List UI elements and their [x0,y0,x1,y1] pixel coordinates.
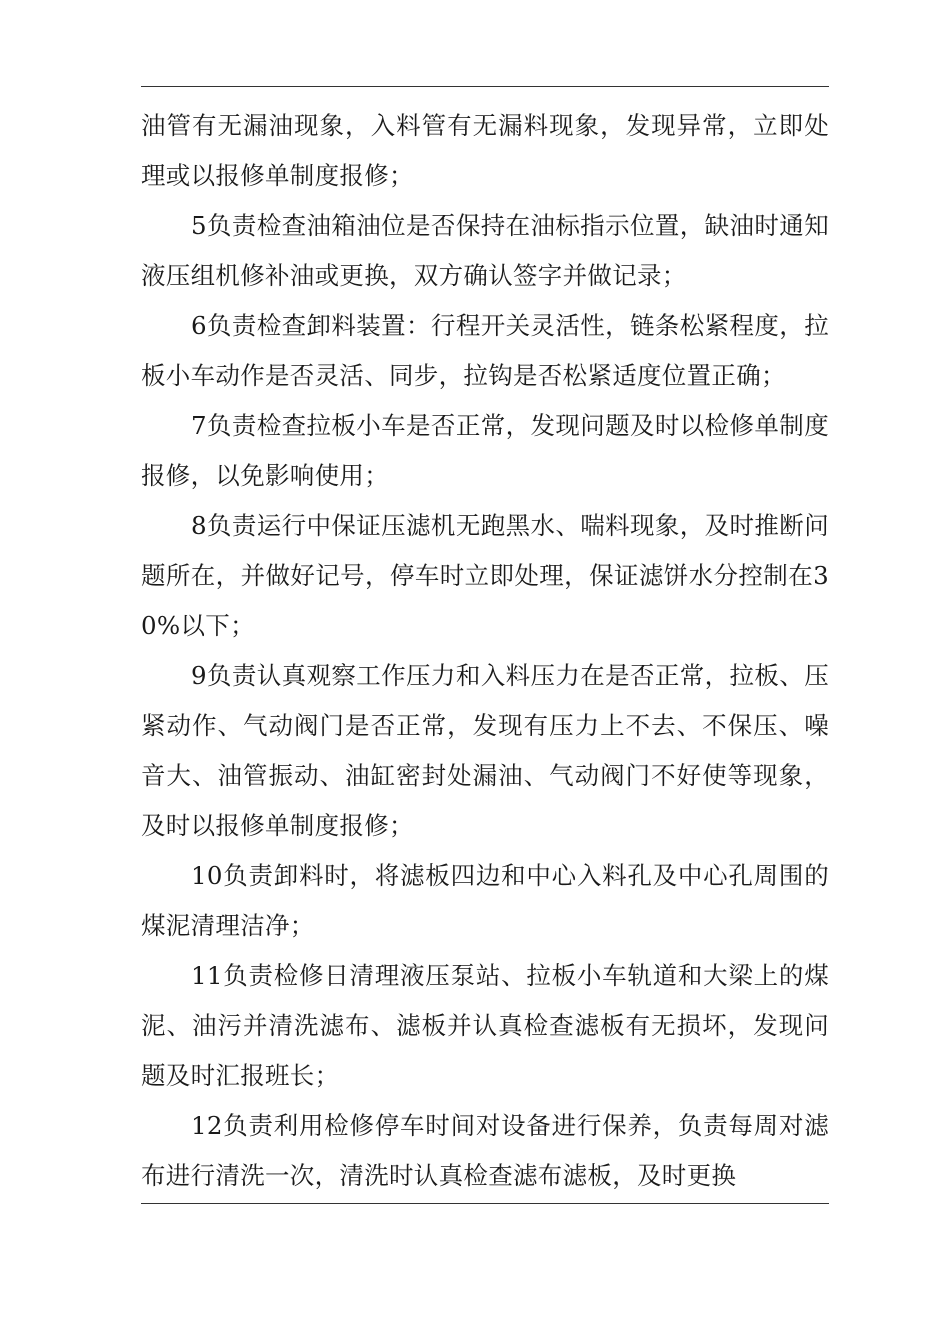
paragraph-continuation: 油管有无漏油现象，入料管有无漏料现象，发现异常，立即处理或以报修单制度报修； [141,111,829,190]
document-body [141,101,829,1201]
paragraph-item-8: 8负责运行中保证压滤机无跑黑水、喘料现象，及时推断问题所在，并做好记号，停车时立即处理，保证滤饼水分控制在30%以下； [141,511,829,640]
paragraph-item-12: 12负责利用检修停车时间对设备进行保养，负责每周对滤布进行清洗一次，清洗时认真检查滤布滤板，及时更换 [141,1111,829,1190]
paragraph-item-9: 9负责认真观察工作压力和入料压力在是否正常，拉板、压紧动作、气动阀门是否正常，发现有压力上不去、不保压、噪音大、油管振动、油缸密封处漏油、气动阀门不好使等现象，及时以报修单制度报修； [141,661,829,840]
paragraph-item-7: 7负责检查拉板小车是否正常，发现问题及时以检修单制度报修，以免影响使用； [141,411,829,490]
header-rule [141,86,829,87]
footer-rule [141,1203,829,1204]
paragraph-item-11: 11负责检修日清理液压泵站、拉板小车轨道和大梁上的煤泥、油污并清洗滤布、滤板并认真检查滤板有无损坏，发现问题及时汇报班长； [141,961,829,1090]
paragraph-item-6: 6负责检查卸料装置：行程开关灵活性，链条松紧程度，拉板小车动作是否灵活、同步，拉钩是否松紧适度位置正确； [141,311,829,390]
paragraph-item-10: 10负责卸料时，将滤板四边和中心入料孔及中心孔周围的煤泥清理洁净； [141,861,829,940]
paragraph-item-5: 5负责检查油箱油位是否保持在油标指示位置，缺油时通知液压组机修补油或更换，双方确认签字并做记录； [141,211,829,290]
